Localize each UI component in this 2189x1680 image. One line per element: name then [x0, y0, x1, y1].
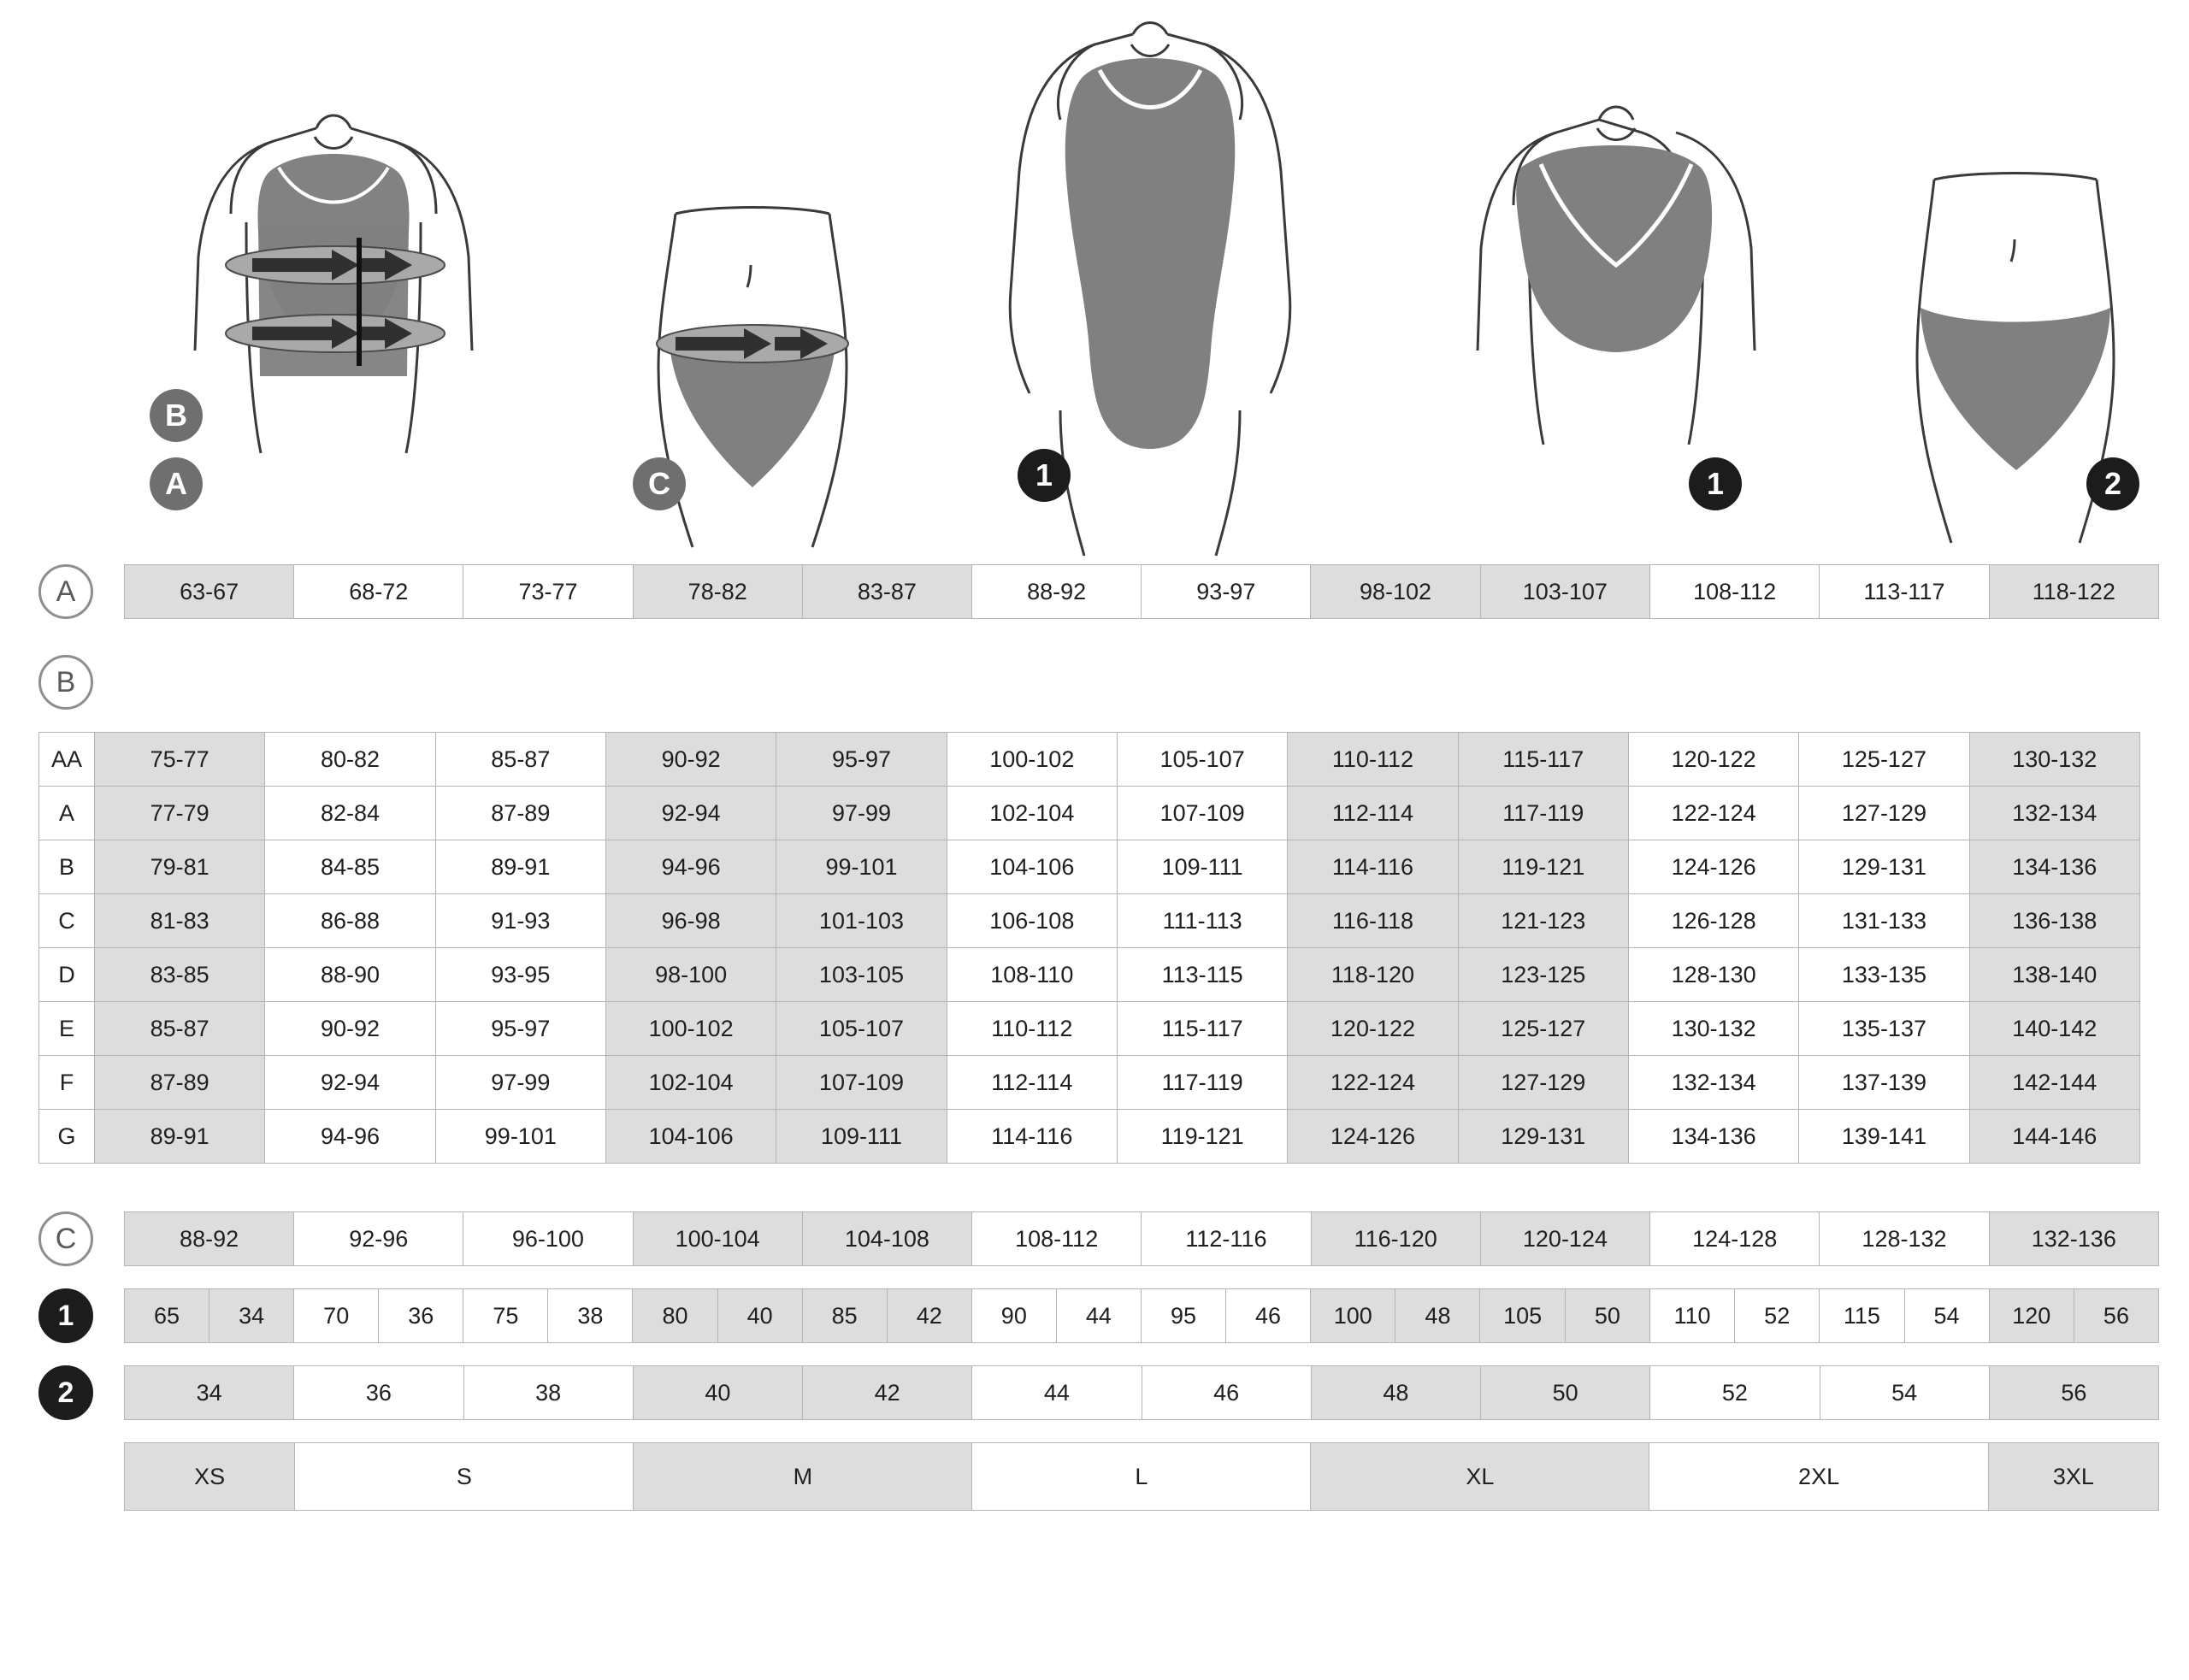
underbust-cell: 108-112	[1649, 565, 1819, 619]
bust-cell: 99-101	[776, 840, 947, 894]
bust-cell: 89-91	[435, 840, 605, 894]
bust-cell: 109-111	[1117, 840, 1287, 894]
bust-cell: 104-106	[605, 1110, 776, 1164]
table-hips	[124, 1211, 2159, 1266]
letter-size-cell: M	[634, 1443, 972, 1511]
band-size-cell: 95	[1141, 1289, 1225, 1343]
bust-cell: 111-113	[1117, 894, 1287, 948]
bust-cell: 110-112	[1288, 733, 1458, 787]
bust-cell: 81-83	[95, 894, 265, 948]
table-bra-sizes	[124, 1288, 2159, 1343]
band-size-cell: 85	[802, 1289, 887, 1343]
underbust-cell: 98-102	[1311, 565, 1480, 619]
band-size-cell: 80	[633, 1289, 717, 1343]
underbust-cell: 63-67	[125, 565, 294, 619]
hips-cell: 104-108	[802, 1212, 971, 1266]
table-underbust	[124, 564, 2159, 619]
bust-cell: 117-119	[1117, 1056, 1287, 1110]
bust-cell: 84-85	[265, 840, 435, 894]
bust-cell: 125-127	[1799, 733, 1969, 787]
underbust-cell: 93-97	[1142, 565, 1311, 619]
bust-cell: 95-97	[435, 1002, 605, 1056]
table-row	[125, 1366, 2159, 1420]
bust-cell: 135-137	[1799, 1002, 1969, 1056]
hips-cell: 92-96	[294, 1212, 463, 1266]
bust-cell: 122-124	[1288, 1056, 1458, 1110]
band-size-cell: 65	[125, 1289, 209, 1343]
underbust-cell: 113-117	[1820, 565, 1989, 619]
hips-cell: 112-116	[1142, 1212, 1311, 1266]
row-c-label: C	[38, 1211, 93, 1266]
row-1-block	[30, 1288, 2159, 1343]
cup-label: AA	[39, 733, 95, 787]
cup-grid-block	[30, 732, 2159, 1164]
bust-cell: 142-144	[1969, 1056, 2139, 1110]
bust-cell: 97-99	[435, 1056, 605, 1110]
hips-cell: 116-120	[1311, 1212, 1480, 1266]
badge-1-figure-bra: 1	[1689, 457, 1742, 510]
row-2-block	[30, 1365, 2159, 1420]
hips-cell: 88-92	[125, 1212, 294, 1266]
bust-cell: 133-135	[1799, 948, 1969, 1002]
bust-cell: 102-104	[605, 1056, 776, 1110]
bust-cell: 109-111	[776, 1110, 947, 1164]
intl-size-cell: 56	[2074, 1289, 2158, 1343]
band-size-cell: 100	[1311, 1289, 1395, 1343]
bust-cell: 134-136	[1969, 840, 2139, 894]
bust-cell: 83-85	[95, 948, 265, 1002]
cup-label: D	[39, 948, 95, 1002]
hips-cell: 132-136	[1989, 1212, 2158, 1266]
row-a-block	[30, 564, 2159, 619]
badge-1-figure-swimsuit: 1	[1018, 449, 1071, 502]
figure-bra-top	[1394, 9, 1804, 564]
bust-cell: 92-94	[265, 1056, 435, 1110]
bust-cell: 75-77	[95, 733, 265, 787]
bust-cell: 90-92	[605, 733, 776, 787]
bottom-size-cell: 38	[463, 1366, 633, 1420]
bust-cell: 130-132	[1628, 1002, 1798, 1056]
bust-cell: 139-141	[1799, 1110, 1969, 1164]
bust-cell: 131-133	[1799, 894, 1969, 948]
bust-cell: 126-128	[1628, 894, 1798, 948]
bust-cell: 94-96	[265, 1110, 435, 1164]
bust-cell: 114-116	[947, 1110, 1117, 1164]
bust-cell: 85-87	[435, 733, 605, 787]
intl-size-cell: 42	[887, 1289, 971, 1343]
letter-size-cell: XL	[1311, 1443, 1649, 1511]
bust-cell: 97-99	[776, 787, 947, 840]
bust-cell: 121-123	[1458, 894, 1628, 948]
bust-cell: 132-134	[1969, 787, 2139, 840]
bust-cell: 125-127	[1458, 1002, 1628, 1056]
intl-size-cell: 46	[1226, 1289, 1311, 1343]
bust-cell: 99-101	[435, 1110, 605, 1164]
bust-cell: 106-108	[947, 894, 1117, 948]
intl-size-cell: 54	[1904, 1289, 1989, 1343]
intl-size-cell: 38	[548, 1289, 633, 1343]
bust-cell: 100-102	[947, 733, 1117, 787]
table-bust-by-cup	[38, 732, 2140, 1164]
table-row	[125, 1289, 2159, 1343]
bust-cell: 130-132	[1969, 733, 2139, 787]
bottom-size-cell: 50	[1481, 1366, 1650, 1420]
bust-cell: 103-105	[776, 948, 947, 1002]
bust-cell: 136-138	[1969, 894, 2139, 948]
bust-cell: 107-109	[776, 1056, 947, 1110]
table-row	[39, 1002, 2140, 1056]
bust-cell: 115-117	[1117, 1002, 1287, 1056]
hips-cell: 96-100	[463, 1212, 633, 1266]
bottom-size-cell: 44	[972, 1366, 1142, 1420]
table-row	[125, 1212, 2159, 1266]
bust-cell: 80-82	[265, 733, 435, 787]
cup-label: F	[39, 1056, 95, 1110]
letter-size-cell: XS	[125, 1443, 295, 1511]
bust-cell: 88-90	[265, 948, 435, 1002]
letter-size-cell: L	[972, 1443, 1311, 1511]
bust-cell: 137-139	[1799, 1056, 1969, 1110]
bust-cell: 110-112	[947, 1002, 1117, 1056]
hips-cell: 120-124	[1480, 1212, 1649, 1266]
table-row	[39, 1110, 2140, 1164]
bust-cell: 87-89	[435, 787, 605, 840]
table-row	[125, 1443, 2159, 1511]
bust-cell: 98-100	[605, 948, 776, 1002]
table-row	[39, 948, 2140, 1002]
cup-label: E	[39, 1002, 95, 1056]
bust-cell: 132-134	[1628, 1056, 1798, 1110]
hips-cell: 100-104	[633, 1212, 802, 1266]
bust-cell: 127-129	[1799, 787, 1969, 840]
underbust-cell: 73-77	[463, 565, 633, 619]
badge-c-figure: C	[633, 457, 686, 510]
bottom-size-cell: 40	[633, 1366, 802, 1420]
intl-size-cell: 44	[1056, 1289, 1141, 1343]
bust-cell: 119-121	[1458, 840, 1628, 894]
underbust-cell: 83-87	[802, 565, 971, 619]
intl-size-cell: 48	[1395, 1289, 1480, 1343]
row-a-label: A	[38, 564, 93, 619]
illustrations	[0, 0, 2189, 564]
bust-cell: 95-97	[776, 733, 947, 787]
badge-b-figure: B	[150, 389, 203, 442]
hips-cell: 124-128	[1650, 1212, 1820, 1266]
bust-cell: 123-125	[1458, 948, 1628, 1002]
bottom-size-cell: 46	[1142, 1366, 1311, 1420]
bust-cell: 86-88	[265, 894, 435, 948]
hips-cell: 108-112	[972, 1212, 1142, 1266]
bust-cell: 96-98	[605, 894, 776, 948]
table-letter-sizes	[124, 1442, 2159, 1511]
band-size-cell: 75	[463, 1289, 548, 1343]
bust-cell: 119-121	[1117, 1110, 1287, 1164]
bust-cell: 87-89	[95, 1056, 265, 1110]
table-row	[39, 840, 2140, 894]
bust-cell: 94-96	[605, 840, 776, 894]
band-size-cell: 105	[1480, 1289, 1565, 1343]
cup-label: G	[39, 1110, 95, 1164]
bust-cell: 85-87	[95, 1002, 265, 1056]
bust-cell: 128-130	[1628, 948, 1798, 1002]
cup-label: C	[39, 894, 95, 948]
bust-cell: 120-122	[1628, 733, 1798, 787]
cup-label: B	[39, 840, 95, 894]
bust-cell: 117-119	[1458, 787, 1628, 840]
bust-cell: 102-104	[947, 787, 1117, 840]
bust-cell: 122-124	[1628, 787, 1798, 840]
letter-size-cell: S	[295, 1443, 634, 1511]
bust-cell: 112-114	[1288, 787, 1458, 840]
table-row	[39, 894, 2140, 948]
bust-cell: 116-118	[1288, 894, 1458, 948]
band-size-cell: 90	[971, 1289, 1056, 1343]
bust-cell: 105-107	[776, 1002, 947, 1056]
intl-size-cell: 36	[379, 1289, 463, 1343]
bust-cell: 127-129	[1458, 1056, 1628, 1110]
figure-one-piece-swimsuit	[958, 9, 1342, 564]
bust-cell: 112-114	[947, 1056, 1117, 1110]
bust-cell: 144-146	[1969, 1110, 2139, 1164]
band-size-cell: 70	[294, 1289, 379, 1343]
table-row	[125, 565, 2159, 619]
bust-cell: 129-131	[1458, 1110, 1628, 1164]
row-1-label: 1	[38, 1288, 93, 1343]
bottom-size-cell: 54	[1820, 1366, 1989, 1420]
bust-cell: 138-140	[1969, 948, 2139, 1002]
bust-cell: 107-109	[1117, 787, 1287, 840]
bust-cell: 108-110	[947, 948, 1117, 1002]
bust-cell: 129-131	[1799, 840, 1969, 894]
table-row	[39, 733, 2140, 787]
band-size-cell: 110	[1649, 1289, 1734, 1343]
bust-cell: 93-95	[435, 948, 605, 1002]
bust-cell: 124-126	[1628, 840, 1798, 894]
band-size-cell: 115	[1820, 1289, 1904, 1343]
row-sizes-block	[30, 1442, 2159, 1511]
underbust-cell: 78-82	[633, 565, 802, 619]
bust-cell: 89-91	[95, 1110, 265, 1164]
bust-cell: 118-120	[1288, 948, 1458, 1002]
row-b-label: B	[38, 655, 93, 710]
badge-a-figure: A	[150, 457, 203, 510]
table-row	[39, 1056, 2140, 1110]
badge-2-figure-bikini: 2	[2086, 457, 2139, 510]
intl-size-cell: 40	[717, 1289, 802, 1343]
bust-cell: 100-102	[605, 1002, 776, 1056]
letter-size-cell: 3XL	[1988, 1443, 2158, 1511]
bust-cell: 134-136	[1628, 1110, 1798, 1164]
underbust-cell: 68-72	[294, 565, 463, 619]
bust-cell: 124-126	[1288, 1110, 1458, 1164]
row-2-label: 2	[38, 1365, 93, 1420]
intl-size-cell: 52	[1735, 1289, 1820, 1343]
underbust-cell: 88-92	[972, 565, 1142, 619]
bust-cell: 77-79	[95, 787, 265, 840]
bust-cell: 140-142	[1969, 1002, 2139, 1056]
bust-cell: 79-81	[95, 840, 265, 894]
figure-hips	[573, 9, 932, 564]
band-size-cell: 120	[1989, 1289, 2074, 1343]
bust-cell: 113-115	[1117, 948, 1287, 1002]
bottom-size-cell: 56	[1989, 1366, 2158, 1420]
bust-cell: 114-116	[1288, 840, 1458, 894]
table-row	[39, 787, 2140, 840]
bottom-size-cell: 34	[125, 1366, 294, 1420]
row-c-block	[30, 1211, 2159, 1266]
hips-cell: 128-132	[1820, 1212, 1989, 1266]
bottom-size-cell: 48	[1311, 1366, 1480, 1420]
underbust-cell: 103-107	[1480, 565, 1649, 619]
bust-cell: 82-84	[265, 787, 435, 840]
bust-cell: 90-92	[265, 1002, 435, 1056]
bust-cell: 91-93	[435, 894, 605, 948]
bottom-size-cell: 52	[1650, 1366, 1820, 1420]
row-b-block	[30, 655, 2159, 710]
underbust-cell: 118-122	[1989, 565, 2158, 619]
table-bottom-sizes	[124, 1365, 2159, 1420]
bust-cell: 120-122	[1288, 1002, 1458, 1056]
bust-cell: 92-94	[605, 787, 776, 840]
cup-label: A	[39, 787, 95, 840]
bust-cell: 104-106	[947, 840, 1117, 894]
letter-size-cell: 2XL	[1649, 1443, 1988, 1511]
bottom-size-cell: 36	[294, 1366, 463, 1420]
bust-cell: 105-107	[1117, 733, 1287, 787]
bust-cell: 115-117	[1458, 733, 1628, 787]
intl-size-cell: 50	[1565, 1289, 1649, 1343]
intl-size-cell: 34	[209, 1289, 294, 1343]
bottom-size-cell: 42	[803, 1366, 972, 1420]
bust-cell: 101-103	[776, 894, 947, 948]
